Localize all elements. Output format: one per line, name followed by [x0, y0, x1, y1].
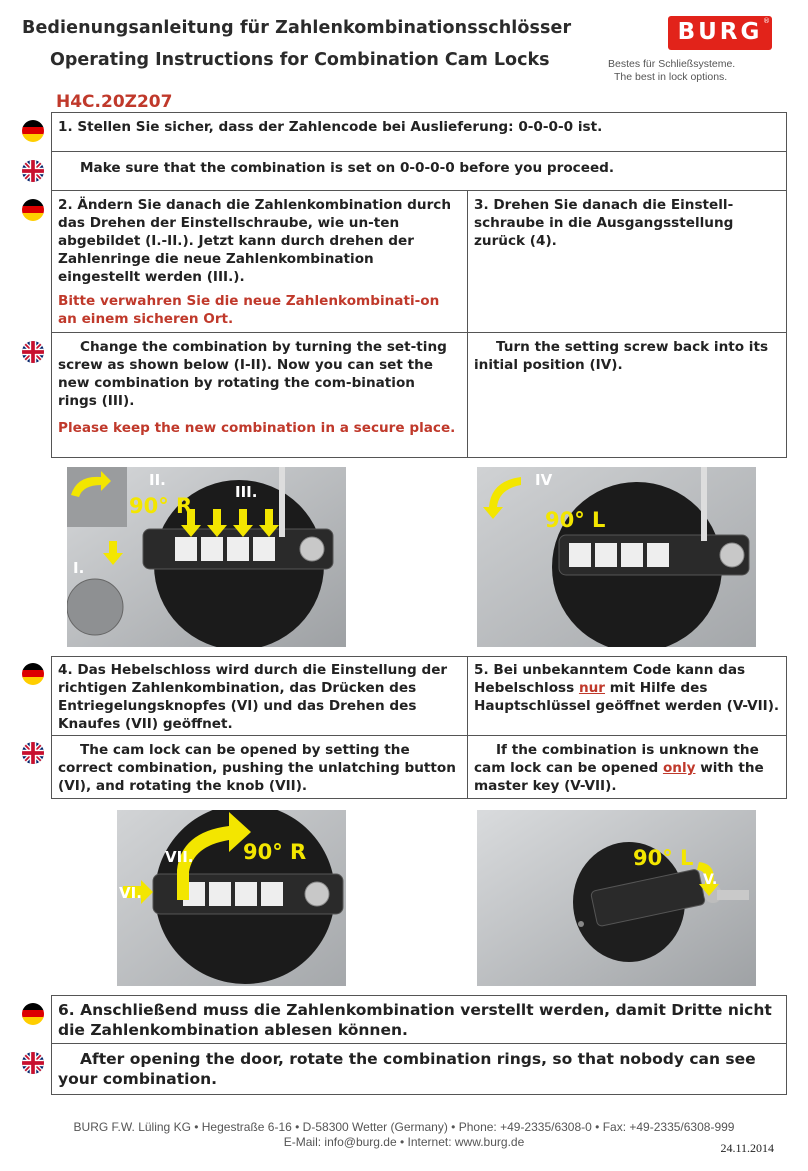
step2-english-warning: Please keep the new combination in a secure place.: [58, 420, 456, 436]
footer-contact: E-Mail: info@burg.de • Internet: www.burg.de: [283, 1135, 525, 1149]
rotation-label-right-2: 90° R: [243, 840, 307, 864]
logo-text: BURG: [677, 19, 763, 45]
german-flag-icon: [22, 120, 44, 142]
rotation-label-right: 90° R: [129, 494, 193, 518]
step5-english-post: with the master key (V-VII).: [474, 760, 764, 794]
label-iii: III.: [235, 483, 258, 501]
label-ii: II.: [149, 471, 166, 489]
lock-illustration-4: [477, 810, 756, 986]
step6-english-text: After opening the door, rotate the combination rings, so that nobody can see your combination.: [58, 1050, 756, 1088]
step5-english-pre: If the combination is unknown the cam lock can be opened: [474, 742, 759, 776]
tagline-english: The best in lock options.: [614, 71, 728, 83]
label-i: I.: [73, 559, 85, 577]
german-flag-icon: [22, 663, 44, 685]
step5-german-post: mit Hilfe des Hauptschlüssel geöffnet werden (V-VII).: [474, 680, 780, 714]
step1-english-box: [51, 151, 787, 191]
rotation-label-left: 90° L: [545, 508, 606, 532]
step6-german-box: [51, 995, 787, 1044]
uk-flag-icon: [22, 1052, 44, 1074]
photo-master-key: [477, 810, 756, 986]
label-vi: VI.: [119, 884, 142, 902]
lock-illustration-2: [477, 467, 756, 647]
step1-english-text: Make sure that the combination is set on 0-0-0-0 before you proceed.: [80, 160, 615, 176]
title-english: Operating Instructions for Combination Cam Locks: [50, 50, 550, 70]
german-flag-icon: [22, 1003, 44, 1025]
step5-english-box: [467, 735, 787, 799]
tagline-german: Bestes für Schließsysteme.: [608, 58, 736, 70]
lock-illustration-3: [117, 810, 346, 986]
uk-flag-icon: [22, 160, 44, 182]
step1-german-box: [51, 112, 787, 152]
step2-german-box: [51, 190, 468, 333]
logo-registered-mark: ®: [763, 17, 770, 25]
step5-german-text: [474, 661, 780, 715]
step4-german-text: 4. Das Hebelschloss wird durch die Einstellung der richtigen Zahlenkombination, das Drücken des Entriegelungsknopfes (VI) und das Drehen des Knaufes (VII) geöffnet.: [58, 662, 448, 732]
step3-english-box: [467, 332, 787, 458]
photo-reset-screw: [477, 467, 756, 647]
step5-english-emphasis: only: [662, 760, 696, 776]
step2-german-warning: Bitte verwahren Sie die neue Zahlenkombinati-on an einem sicheren Ort.: [58, 293, 440, 327]
title-german: Bedienungsanleitung für Zahlenkombinationsschlösser: [22, 18, 572, 38]
step5-german-pre: 5. Bei unbekanntem Code kann das Hebelschloss: [474, 662, 746, 696]
rotation-label-left-2: 90° L: [633, 846, 694, 870]
german-flag-icon: [22, 199, 44, 221]
step4-german-box: [51, 656, 468, 736]
step2-english-text: Change the combination by turning the set-ting screw as shown below (I-II). Now you can set the new combination by rotating the com-bination rings (III).: [58, 339, 447, 409]
model-number: H4C.20Z207: [56, 92, 173, 112]
uk-flag-icon: [22, 341, 44, 363]
label-v: V.: [703, 872, 718, 888]
step3-english-text: Turn the setting screw back into its initial position (IV).: [474, 339, 769, 373]
step2-german-text: 2. Ändern Sie danach die Zahlenkombination durch das Drehen der Einstellschraube, wie un-ten abgebildet (I.-II.). Jetzt kann durch drehen der Zahlenringe die neue Zahlenkombination eingestellt werden (III.).: [58, 197, 452, 285]
step1-german-text: 1. Stellen Sie sicher, dass der Zahlencode bei Auslieferung: 0-0-0-0 ist.: [58, 119, 603, 135]
step6-english-box: [51, 1043, 787, 1095]
document-date: 24.11.2014: [720, 1141, 774, 1155]
photo-open-lock: [117, 810, 346, 986]
step4-english-text: The cam lock can be opened by setting the correct combination, pushing the unlatching button (VI), and rotating the knob (VII).: [58, 742, 456, 794]
step6-german-text: 6. Anschließend muss die Zahlenkombination verstellt werden, damit Dritte nicht die Zahlenkombination ablesen können.: [58, 1001, 772, 1039]
step5-german-emphasis: nur: [578, 680, 606, 696]
step3-german-text: 3. Drehen Sie danach die Einstell-schraube in die Ausgangsstellung zurück (4).: [474, 197, 734, 249]
step2-english-box: [51, 332, 468, 458]
step3-german-box: [467, 190, 787, 333]
step5-german-box: [467, 656, 787, 736]
step5-english-text: [474, 741, 784, 795]
footer-address: BURG F.W. Lüling KG • Hegestraße 6-16 • D-58300 Wetter (Germany) • Phone: +49-2335/6308-0 • Fax: +49-2335/6308-999: [73, 1120, 735, 1134]
label-vii: VII.: [165, 848, 194, 866]
label-iv: IV: [535, 471, 553, 489]
step4-english-box: [51, 735, 468, 799]
burg-logo: [668, 16, 772, 50]
lock-illustration-1: [67, 467, 346, 647]
uk-flag-icon: [22, 742, 44, 764]
photo-setting-combination: [67, 467, 346, 647]
